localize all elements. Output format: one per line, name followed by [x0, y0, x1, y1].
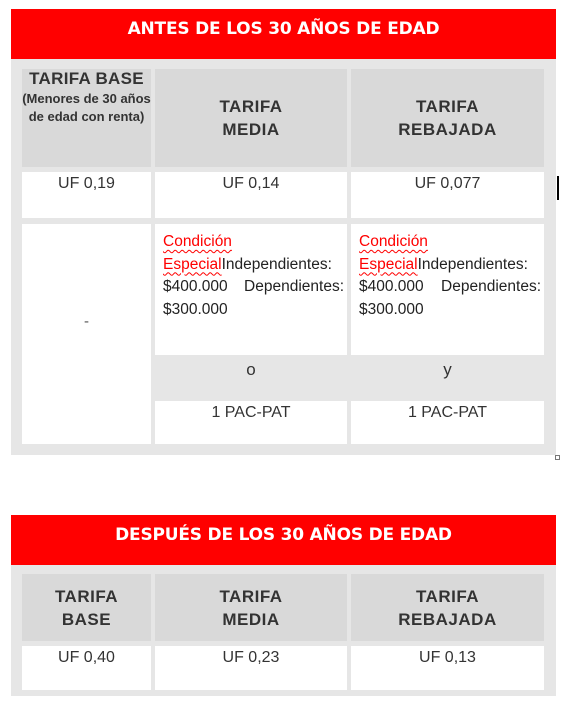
value-tarifa-base: UF 0,19: [22, 172, 151, 218]
header-tarifa-rebajada-label: TARIFA REBAJADA: [398, 97, 497, 139]
value2-tarifa-rebajada: UF 0,13: [351, 646, 544, 690]
requirement-tarifa-rebajada: 1 PAC-PAT: [351, 401, 544, 444]
header2-tarifa-media: [155, 574, 347, 641]
condition-rebajada-text: Independientes: $400.000 Dependientes: $300.000: [359, 255, 541, 318]
condition-media-label: Condición Especial: [163, 233, 232, 273]
condition-media-text: Independientes: $400.000 Dependientes: $300.000: [163, 255, 344, 318]
header2-tarifa-base-label: TARIFA BASE: [54, 586, 119, 629]
condition-tarifa-base: [22, 224, 151, 444]
header-tarifa-media-label: TARIFA MEDIA: [219, 97, 283, 139]
value2-tarifa-base: UF 0,40: [22, 646, 151, 690]
header-tarifa-base: [22, 69, 151, 167]
connector-media-text: o: [246, 360, 256, 379]
header-tarifa-media: [155, 69, 347, 167]
header-tarifa-rebajada: [351, 69, 544, 167]
condition-base-dash: -: [84, 313, 89, 330]
header2-tarifa-rebajada: [351, 574, 544, 641]
header-tarifa-base-title: TARIFA BASE: [29, 69, 144, 88]
header2-tarifa-rebajada-label: TARIFA REBAJADA: [398, 586, 497, 629]
condition-tarifa-media: [155, 224, 347, 355]
requirement-tarifa-media: 1 PAC-PAT: [155, 401, 347, 444]
value-tarifa-rebajada: UF 0,077: [351, 172, 544, 218]
condition-tarifa-rebajada: [351, 224, 544, 355]
value2-tarifa-media: UF 0,23: [155, 646, 347, 690]
header2-tarifa-media-label: TARIFA MEDIA: [219, 586, 283, 629]
resize-handle[interactable]: [555, 455, 560, 460]
connector-rebajada-text: y: [443, 360, 452, 379]
text-cursor: [557, 176, 559, 200]
condition-rebajada-label: Condición Especial: [359, 233, 428, 273]
value-tarifa-media: UF 0,14: [155, 172, 347, 218]
section2-title: DESPUÉS DE LOS 30 AÑOS DE EDAD: [11, 515, 556, 565]
section1-title: ANTES DE LOS 30 AÑOS DE EDAD: [11, 9, 556, 59]
header-tarifa-base-note: (Menores de 30 años de edad con renta): [22, 91, 151, 124]
connector-media: [155, 356, 347, 396]
connector-rebajada: [351, 356, 544, 396]
header2-tarifa-base: [22, 574, 151, 641]
